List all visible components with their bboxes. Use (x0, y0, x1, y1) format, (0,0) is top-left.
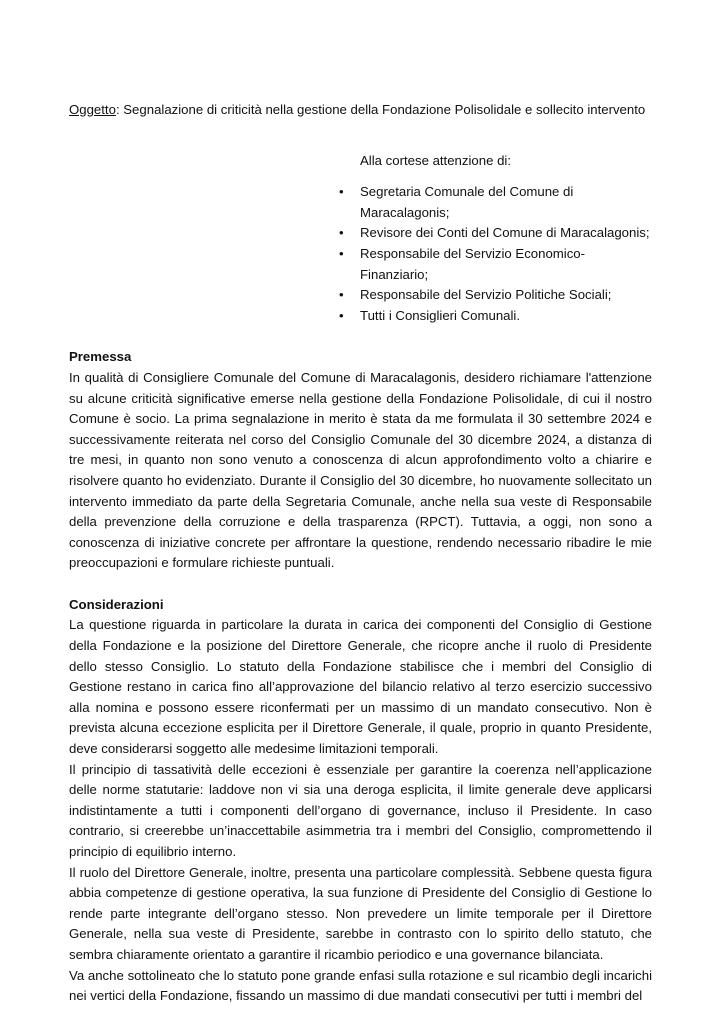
bullet-icon: • (339, 307, 344, 323)
considerazioni-paragraph: La questione riguarda in particolare la durata in carica dei componenti del Consiglio di Gestione della Fondazione e la posizione del Direttore Generale, che ricopre anche il ruolo di Presidente dello stesso Consiglio. Lo statuto della Fondazione stabilisce che i membri del Consiglio di Gestione restano in carica fino all’approvazione del bilancio relativo al terzo esercizio successivo alla nomina e possono essere riconfermati per un massimo di un mandato consecutivo. Non è prevista alcuna eccezione esplicita per il Direttore Generale, il quale, proprio in quanto Presidente, deve considerarsi soggetto alle medesime limitazioni temporali. (69, 617, 652, 757)
subject-line (69, 100, 652, 121)
premessa-paragraph: In qualità di Consigliere Comunale del Comune di Maracalagonis, desidero richiamare l'attenzione su alcune criticità significative emerse nella gestione della Fondazione Polisolidale, di cui il nostro Comune è socio. La prima segnalazione in merito è stata da me formulata il 30 settembre 2024 e successivamente reiterata nel corso del Consiglio Comunale del 30 dicembre 2024, a distanza di tre mesi, in quanto non sono venuto a conoscenza di alcun approfondimento volto a chiarire e risolvere quanto ho evidenziato. Durante il Consiglio del 30 dicembre, ho nuovamente sollecitato un intervento immediato da parte della Segretaria Comunale, anche nella sua veste di Responsabile della prevenzione della corruzione e della trasparenza (RPCT). Tuttavia, a oggi, non sono a conoscenza di iniziative concrete per affrontare la questione, rendendo necessario ribadire le mie preoccupazioni e formulare richieste puntuali. (69, 369, 652, 571)
recipient-item (339, 223, 652, 244)
considerazioni-section (69, 595, 652, 1007)
recipient-text: Revisore dei Conti del Comune di Maracalagonis; (360, 225, 650, 241)
recipient-item (339, 285, 652, 306)
recipient-text: Tutti i Consiglieri Comunali. (360, 307, 521, 323)
bullet-icon: • (339, 225, 344, 241)
recipient-item (339, 182, 652, 223)
recipient-text: Responsabile del Servizio Politiche Sociali; (360, 287, 612, 303)
recipient-text: Segretaria Comunale del Comune di Maracalagonis; (360, 184, 574, 220)
bullet-icon: • (339, 184, 344, 200)
section-title-premessa: Premessa (69, 349, 132, 365)
bullet-icon: • (339, 245, 344, 261)
recipient-item (339, 306, 652, 327)
recipients-list (339, 182, 652, 326)
considerazioni-paragraph: Va anche sottolineato che lo statuto pone grande enfasi sulla rotazione e sul ricambio degli incarichi nei vertici della Fondazione, fissando un massimo di due mandati consecutivi per tutti i membri del (69, 967, 652, 1004)
recipient-text: Responsabile del Servizio Economico-Finanziario; (360, 245, 586, 282)
premessa-section (69, 347, 652, 574)
letter-page (69, 100, 652, 1007)
subject-text: : Segnalazione di criticità nella gestione della Fondazione Polisolidale e sollecito intervento (115, 102, 646, 117)
subject-label: Oggetto (69, 102, 116, 117)
recipient-item (339, 244, 652, 285)
recipients-intro: Alla cortese attenzione di: (360, 152, 512, 168)
section-title-considerazioni: Considerazioni (69, 596, 164, 612)
bullet-icon: • (339, 287, 344, 303)
recipients-block (69, 151, 652, 327)
considerazioni-paragraph: Il principio di tassatività delle eccezioni è essenziale per garantire la coerenza nell’applicazione delle norme statutarie: laddove non vi sia una deroga esplicita, il limite generale deve applicarsi indistintamente a tutti i componenti dell’organo di governance, incluso il Presidente. In caso contrario, si creerebbe un’inaccettabile asimmetria tra i membri del Consiglio, compromettendo il principio di equilibrio interno. (69, 761, 652, 859)
considerazioni-paragraph: Il ruolo del Direttore Generale, inoltre, presenta una particolare complessità. Sebbene questa figura abbia competenze di gestione operativa, la sua funzione di Presidente del Consiglio di Gestione lo rende parte integrante dell’organo stesso. Non prevedere un limite temporale per il Direttore Generale, nella sua veste di Presidente, sarebbe in contrasto con lo spirito dello statuto, che sembra chiaramente orientato a garantire il ricambio periodico e una governance bilanciata. (69, 864, 652, 962)
